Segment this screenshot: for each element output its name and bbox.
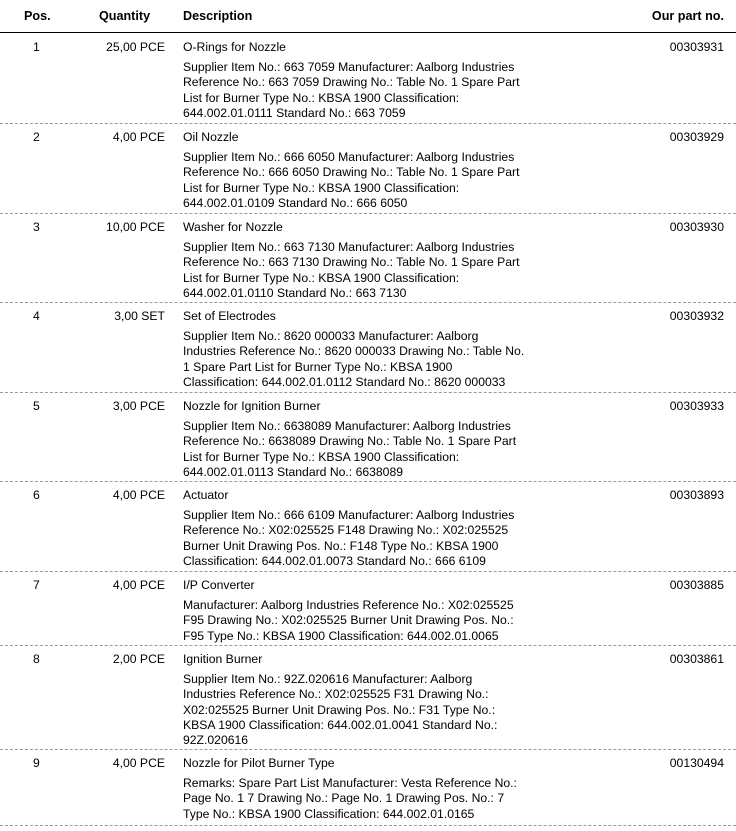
row-pos: 2 <box>33 130 40 144</box>
row-detail-line: Industries Reference No.: X02:025525 F31 Drawing No.: <box>183 687 489 702</box>
row-title: Nozzle for Pilot Burner Type <box>183 756 335 770</box>
row-title: O-Rings for Nozzle <box>183 40 286 54</box>
row-detail-line: Type No.: KBSA 1900 Classification: 644.002.01.0165 <box>183 806 475 821</box>
row-detail-line: Manufacturer: Aalborg Industries Reference No.: X02:025525 <box>183 598 514 612</box>
table-row <box>0 645 736 750</box>
row-detail-line: Supplier Item No.: 8620 000033 Manufacturer: Aalborg <box>183 329 479 343</box>
row-part-no: 00303932 <box>669 309 724 323</box>
row-pos: 7 <box>33 578 40 592</box>
row-detail-line: Supplier Item No.: 666 6109 Manufacturer: Aalborg Industries <box>183 508 515 522</box>
row-title: Ignition Burner <box>183 652 263 666</box>
row-detail-line: Reference No.: 663 7130 Drawing No.: Table No. 1 Spare Part <box>183 255 520 270</box>
row-detail-line: 1 Spare Part List for Burner Type No.: KBSA 1900 <box>183 359 453 374</box>
table-row <box>0 392 736 482</box>
row-title: Nozzle for Ignition Burner <box>183 399 321 413</box>
row-detail-line: Reference No.: 6638089 Drawing No.: Table No. 1 Spare Part <box>183 434 517 449</box>
row-quantity: 10,00 PCE <box>106 220 165 234</box>
row-part-no: 00303929 <box>669 130 724 144</box>
row-detail-line: 644.002.01.0109 Standard No.: 666 6050 <box>183 195 408 210</box>
row-details <box>183 672 563 748</box>
row-quantity: 4,00 PCE <box>112 488 165 502</box>
row-detail-line: 92Z.020616 <box>183 733 249 748</box>
row-title: Oil Nozzle <box>183 130 239 144</box>
row-detail-line: Remarks: Spare Part List Manufacturer: Vesta Reference No.: <box>183 776 517 790</box>
row-quantity: 2,00 PCE <box>112 652 165 666</box>
row-detail-line: List for Burner Type No.: KBSA 1900 Classification: <box>183 180 460 195</box>
table-row <box>0 481 736 572</box>
header-pos: Pos. <box>24 9 51 23</box>
row-quantity: 4,00 PCE <box>112 578 165 592</box>
row-details <box>183 598 563 644</box>
row-quantity: 25,00 PCE <box>106 40 165 54</box>
row-title: Washer for Nozzle <box>183 220 283 234</box>
row-quantity: 4,00 PCE <box>112 130 165 144</box>
row-detail-line: 644.002.01.0111 Standard No.: 663 7059 <box>183 105 406 120</box>
table-row <box>0 123 736 214</box>
row-details <box>183 776 563 822</box>
row-detail-line: F95 Type No.: KBSA 1900 Classification: 644.002.01.0065 <box>183 628 499 643</box>
row-detail-line: Supplier Item No.: 666 6050 Manufacturer: Aalborg Industries <box>183 150 515 164</box>
row-details <box>183 508 563 569</box>
row-details <box>183 419 563 480</box>
row-pos: 6 <box>33 488 40 502</box>
row-pos: 9 <box>33 756 40 770</box>
row-detail-line: Supplier Item No.: 6638089 Manufacturer: Aalborg Industries <box>183 419 511 433</box>
row-detail-line: List for Burner Type No.: KBSA 1900 Classification: <box>183 270 460 285</box>
row-details <box>183 240 563 301</box>
table-row <box>0 213 736 303</box>
row-detail-line: Classification: 644.002.01.0073 Standard No.: 666 6109 <box>183 553 486 568</box>
row-detail-line: Supplier Item No.: 92Z.020616 Manufacturer: Aalborg <box>183 672 473 686</box>
header-part-no: Our part no. <box>651 9 724 23</box>
row-detail-line: Page No. 1 7 Drawing No.: Page No. 1 Drawing Pos. No.: 7 <box>183 791 505 806</box>
row-detail-line: List for Burner Type No.: KBSA 1900 Classification: <box>183 90 460 105</box>
row-part-no: 00130494 <box>669 756 724 770</box>
table-row <box>0 302 736 393</box>
row-title: Actuator <box>183 488 229 502</box>
row-detail-line: List for Burner Type No.: KBSA 1900 Classification: <box>183 449 460 464</box>
row-pos: 5 <box>33 399 40 413</box>
row-detail-line: Reference No.: X02:025525 F148 Drawing No.: X02:025525 <box>183 523 509 538</box>
row-detail-line: Reference No.: 666 6050 Drawing No.: Table No. 1 Spare Part <box>183 165 520 180</box>
row-detail-line: Supplier Item No.: 663 7059 Manufacturer: Aalborg Industries <box>183 60 515 74</box>
row-detail-line: Reference No.: 663 7059 Drawing No.: Table No. 1 Spare Part <box>183 75 520 90</box>
row-part-no: 00303930 <box>669 220 724 234</box>
row-quantity: 3,00 PCE <box>112 399 165 413</box>
row-part-no: 00303931 <box>669 40 724 54</box>
row-detail-line: Burner Unit Drawing Pos. No.: F148 Type No.: KBSA 1900 <box>183 538 499 553</box>
row-detail-line: 644.002.01.0113 Standard No.: 6638089 <box>183 464 404 479</box>
table-header <box>0 0 736 33</box>
row-detail-line: Supplier Item No.: 663 7130 Manufacturer: Aalborg Industries <box>183 240 515 254</box>
row-pos: 1 <box>33 40 40 54</box>
row-part-no: 00303893 <box>669 488 724 502</box>
row-title: I/P Converter <box>183 578 255 592</box>
header-quantity: Quantity <box>99 9 151 23</box>
row-pos: 3 <box>33 220 40 234</box>
row-quantity: 3,00 SET <box>114 309 165 323</box>
header-description: Description <box>183 9 253 23</box>
row-part-no: 00303861 <box>669 652 724 666</box>
row-detail-line: Classification: 644.002.01.0112 Standard No.: 8620 000033 <box>183 374 506 389</box>
table-row <box>0 749 736 826</box>
table-row <box>0 571 736 646</box>
table-row <box>0 33 736 124</box>
row-quantity: 4,00 PCE <box>112 756 165 770</box>
row-pos: 4 <box>33 309 40 323</box>
row-details <box>183 60 563 121</box>
row-details <box>183 329 563 390</box>
row-detail-line: X02:025525 Burner Unit Drawing Pos. No.: F31 Type No.: <box>183 702 496 717</box>
row-detail-line: Industries Reference No.: 8620 000033 Drawing No.: Table No. <box>183 344 525 359</box>
row-detail-line: F95 Drawing No.: X02:025525 Burner Unit Drawing Pos. No.: <box>183 613 514 628</box>
row-detail-line: 644.002.01.0110 Standard No.: 663 7130 <box>183 285 407 300</box>
row-detail-line: KBSA 1900 Classification: 644.002.01.0041 Standard No.: <box>183 717 498 732</box>
row-part-no: 00303933 <box>669 399 724 413</box>
row-part-no: 00303885 <box>669 578 724 592</box>
row-pos: 8 <box>33 652 40 666</box>
row-title: Set of Electrodes <box>183 309 276 323</box>
row-details <box>183 150 563 211</box>
